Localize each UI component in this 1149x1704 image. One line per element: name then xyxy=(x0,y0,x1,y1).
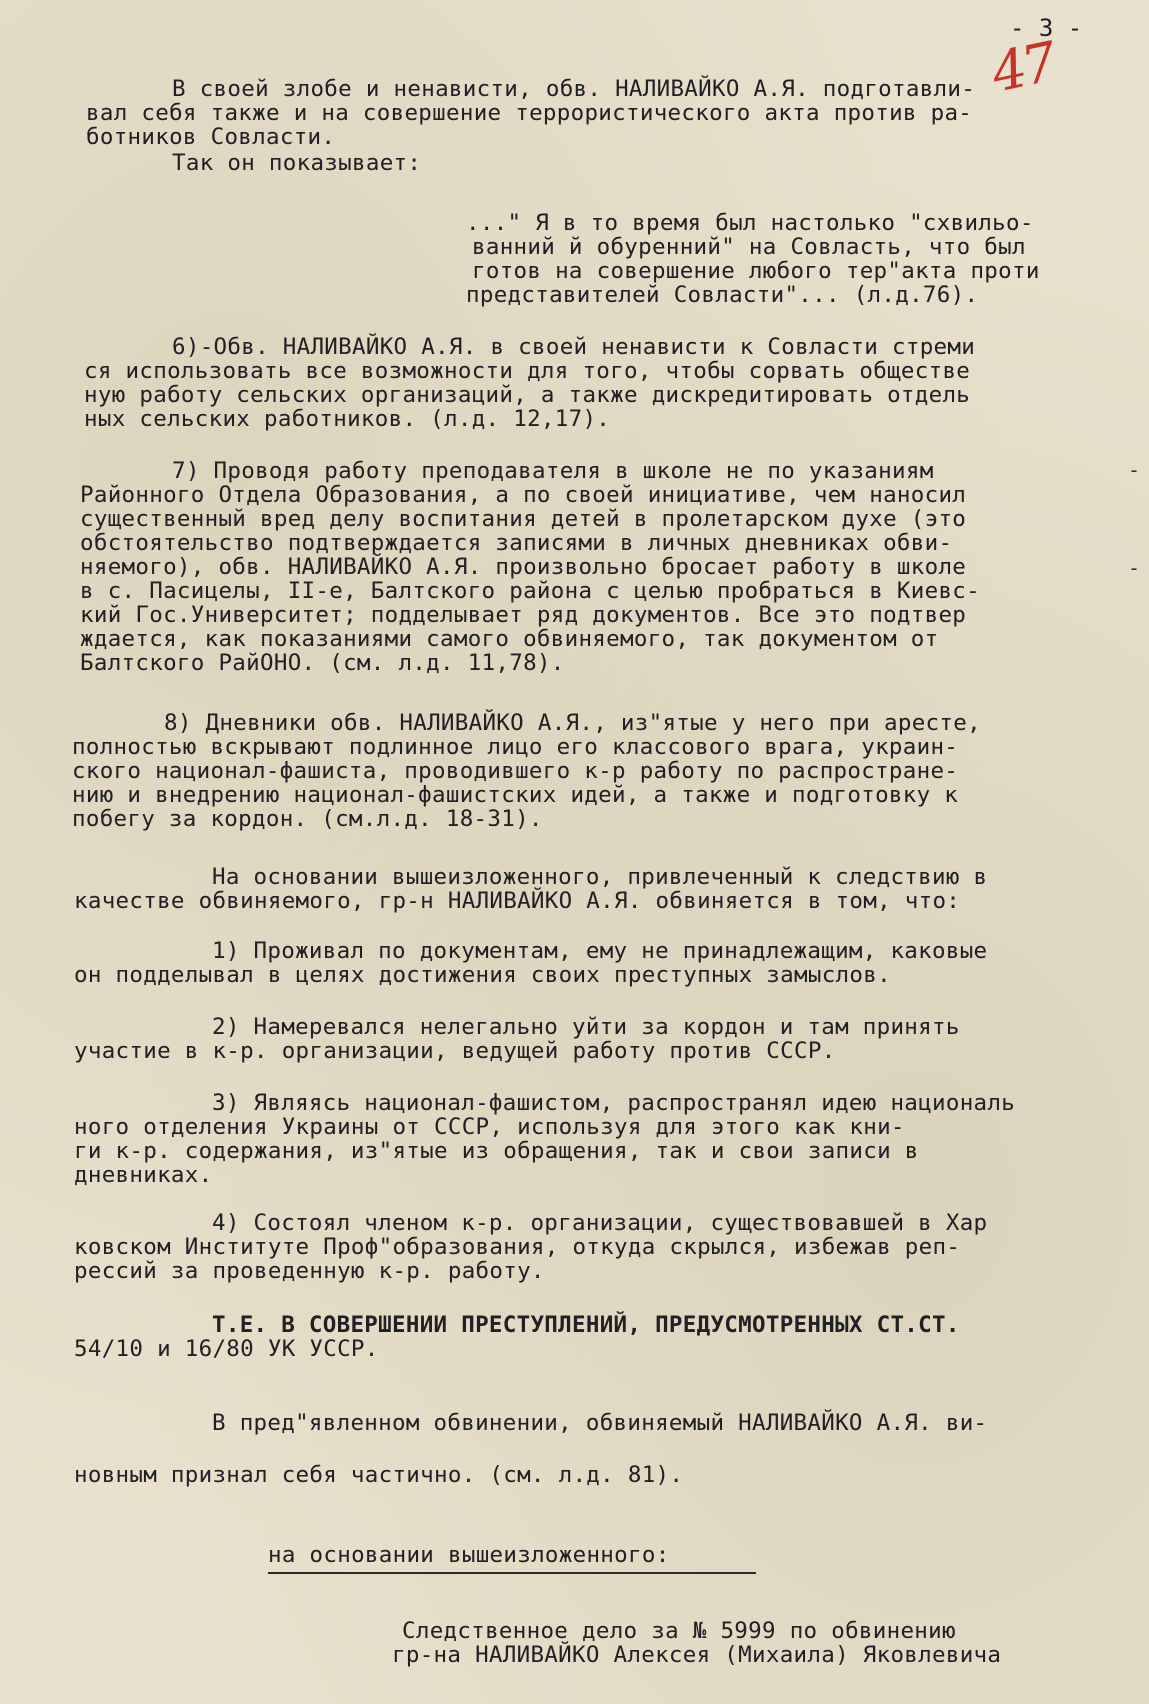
text-line: В пред"явленном обвинении, обвиняемый НАЛИВАЙКО А.Я. ви- xyxy=(212,1410,988,1436)
text-line: няемого), обв. НАЛИВАЙКО А.Я. произвольно бросает работу в школе xyxy=(80,554,967,580)
text-line: ..." Я в то время был настолько "схвильо- xyxy=(466,210,1034,236)
text-line: ботников Совласти. xyxy=(86,124,336,150)
text-line: гр-на НАЛИВАЙКО Алексея (Михаила) Яковлевича xyxy=(392,1642,1002,1668)
text-line: готов на совершение любого тер"акта проти xyxy=(472,258,1040,284)
text-line: 2) Намеревался нелегально уйти за кордон и там принять xyxy=(212,1014,960,1040)
text-line: Районного Отдела Образования, а по своей инициативе, чем наносил xyxy=(80,482,967,508)
page-number: - 3 - xyxy=(1010,14,1083,42)
text-line: обстоятельство подтверждается записями в личных дневниках обви- xyxy=(80,530,953,556)
text-line: Следственное дело за № 5999 по обвинению xyxy=(402,1618,956,1644)
text-line: побегу за кордон. (см.л.д. 18-31). xyxy=(72,806,543,832)
text-line: дневниках. xyxy=(74,1162,213,1188)
text-line: в с. Пасицелы, II-е, Балтского района с целью пробраться в Киевс- xyxy=(80,578,980,604)
text-line: кий Гос.Университет; подделывает ряд документов. Все это подтвер xyxy=(80,602,967,628)
margin-mark: - xyxy=(1128,458,1141,482)
text-line: нию и внедрению национал-фашистских идей, а также и подготовку к xyxy=(72,782,959,808)
text-line: рессий за проведенную к-р. работу. xyxy=(74,1258,545,1284)
text-line: 4) Состоял членом к-р. организации, существовавшей в Хар xyxy=(212,1210,988,1236)
text-line: 8) Дневники обв. НАЛИВАЙКО А.Я., из"ятые у него при аресте, xyxy=(164,710,981,736)
text-line: участие в к-р. организации, ведущей работу против СССР. xyxy=(74,1038,836,1064)
section-heading: на основании вышеизложенного: xyxy=(268,1542,670,1568)
text-line: ского национал-фашиста, проводившего к-р работу по распростране- xyxy=(72,758,959,784)
text-line: 3) Являясь национал-фашистом, распространял идею националь xyxy=(212,1090,1016,1116)
text-line: 1) Проживал по документам, ему не принадлежащим, каковые xyxy=(212,938,988,964)
text-line: 7) Проводя работу преподавателя в школе не по указаниям xyxy=(172,458,934,484)
text-line: вал себя также и на совершение террористического акта против ра- xyxy=(86,100,973,126)
text-line: ждается, как показаниями самого обвиняемого, так документом от xyxy=(80,626,939,652)
text-line: существенный вред делу воспитания детей в пролетарском духе (это xyxy=(80,506,967,532)
text-line: В своей злобе и ненависти, обв. НАЛИВАЙКО А.Я. подготавли- xyxy=(172,76,976,102)
margin-mark: - xyxy=(1128,556,1141,580)
text-line: Так он показывает: xyxy=(172,150,422,176)
text-line: он подделывал в целях достижения своих преступных замыслов. xyxy=(74,962,891,988)
text-line: На основании вышеизложенного, привлеченный к следствию в xyxy=(212,864,988,890)
text-line: ванний й обуренний" на Совласть, что был xyxy=(472,234,1026,260)
conclusion-line: 54/10 и 16/80 УК УССР. xyxy=(74,1336,379,1362)
text-line: 6)-Обв. НАЛИВАЙКО А.Я. в своей ненависти к Совласти стреми xyxy=(172,334,976,360)
text-line: ного отделения Украины от СССР, используя для этого как кни- xyxy=(74,1114,905,1140)
text-line: представителей Совласти"... (л.д.76). xyxy=(466,282,979,308)
text-line: ных сельских работников. (л.д. 12,17). xyxy=(84,406,611,432)
heading-underline xyxy=(268,1572,756,1574)
text-line: полностью вскрывают подлинное лицо его классового врага, украин- xyxy=(72,734,959,760)
text-line: ся использовать все возможности для того, чтобы сорвать обществе xyxy=(84,358,971,384)
conclusion-line: Т.Е. В СОВЕРШЕНИИ ПРЕСТУПЛЕНИЙ, ПРЕДУСМОТРЕННЫХ СТ.СТ. xyxy=(212,1312,960,1338)
text-line: качестве обвиняемого, гр-н НАЛИВАЙКО А.Я. обвиняется в том, что: xyxy=(74,888,961,914)
text-line: новным признал себя частично. (см. л.д. 81). xyxy=(74,1462,684,1488)
handwritten-page-number: 47 xyxy=(986,30,1059,105)
text-line: ги к-р. содержания, из"ятые из обращения, так и свои записи в xyxy=(74,1138,919,1164)
text-line: ковском Институте Проф"образования, откуда скрылся, избежав реп- xyxy=(74,1234,961,1260)
text-line: Балтского РайОНО. (см. л.д. 11,78). xyxy=(80,650,565,676)
text-line: ную работу сельских организаций, а также дискредитировать отдель xyxy=(84,382,971,408)
